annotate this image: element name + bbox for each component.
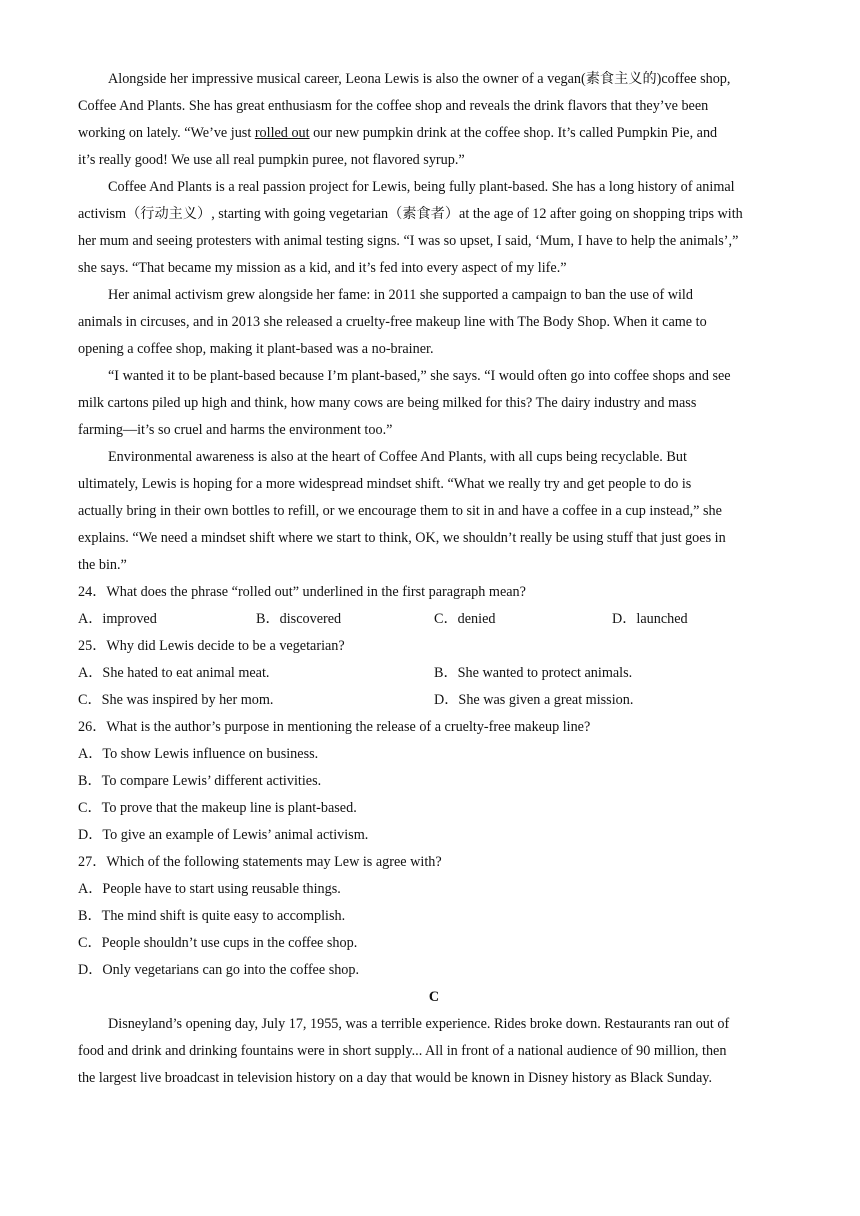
answer-options xyxy=(78,660,790,687)
option-b: B．She wanted to protect animals. xyxy=(434,665,633,681)
passage-c-paragraph-1 xyxy=(78,1011,790,1092)
text-line: “I wanted it to be plant-based because I’m plant-based,” she says. “I would often go into coffee shops and see xyxy=(108,368,731,384)
option-c: C．She was inspired by her mom. xyxy=(78,692,274,708)
text-line xyxy=(78,120,790,147)
question-stem: 25．Why did Lewis decide to be a vegetarian? xyxy=(78,638,345,654)
text-line: the largest live broadcast in television history on a day that would be known in Disney history as Black Sunday. xyxy=(78,1070,712,1086)
option-d: D．launched xyxy=(612,611,688,627)
text-line: the bin.” xyxy=(78,557,127,573)
text-line: ultimately, Lewis is hoping for a more widespread mindset shift. “What we really try and get people to do is xyxy=(78,476,692,492)
text-line: Environmental awareness is also at the heart of Coffee And Plants, with all cups being recyclable. But xyxy=(108,449,687,465)
option-a: A．People have to start using reusable things. xyxy=(78,881,341,897)
answer-options xyxy=(78,606,790,633)
passage-b-paragraph-3 xyxy=(78,282,790,363)
question-stem: 27．Which of the following statements may Lew is agree with? xyxy=(78,854,442,870)
option-b: B．To compare Lewis’ different activities. xyxy=(78,773,322,789)
text-line: farming—it’s so cruel and harms the environment too.” xyxy=(78,422,393,438)
text-line: food and drink and drinking fountains were in short supply... All in front of a national audience of 90 million, then xyxy=(78,1043,727,1059)
option-c: C．To prove that the makeup line is plant-based. xyxy=(78,800,357,816)
text-line: she says. “That became my mission as a kid, and it’s fed into every aspect of my life.” xyxy=(78,260,567,276)
text-line: Disneyland’s opening day, July 17, 1955, was a terrible experience. Rides broke down. Restaurants ran out of xyxy=(108,1016,730,1032)
option-d: D．To give an example of Lewis’ animal activism. xyxy=(78,827,369,843)
underlined-phrase: rolled out xyxy=(254,125,310,141)
option-b: B．The mind shift is quite easy to accomplish. xyxy=(78,908,346,924)
passage-b-paragraph-5 xyxy=(78,444,790,579)
text-line: animals in circuses, and in 2013 she released a cruelty-free makeup line with The Body Shop. When it came to xyxy=(78,314,707,330)
passage-b-paragraph-2 xyxy=(78,174,790,282)
text-line: activism（行动主义）, starting with going vegetarian（素食者）at the age of 12 after going on shopping trips with xyxy=(78,206,743,222)
answer-options xyxy=(78,687,790,714)
text-line: Coffee And Plants is a real passion project for Lewis, being fully plant-based. She has a long history of animal xyxy=(108,179,735,195)
passage-b-paragraph-4 xyxy=(78,363,790,444)
section-heading: C xyxy=(428,989,440,1005)
option-c: C．denied xyxy=(434,611,496,627)
text-line: actually bring in their own bottles to refill, or we encourage them to sit in and have a coffee in a cup instead,” she xyxy=(78,503,722,519)
text-line: it’s really good! We use all real pumpkin puree, not flavored syrup.” xyxy=(78,152,465,168)
option-d: D．She was given a great mission. xyxy=(434,692,634,708)
text-line: opening a coffee shop, making it plant-based was a no-brainer. xyxy=(78,341,434,357)
passage-b-paragraph-1 xyxy=(78,66,790,174)
question-stem: 24．What does the phrase “rolled out” underlined in the first paragraph mean? xyxy=(78,584,526,600)
text-segment: our new pumpkin drink at the coffee shop. It’s called Pumpkin Pie, and xyxy=(309,125,718,141)
option-a: A．improved xyxy=(78,611,157,627)
option-a: A．To show Lewis influence on business. xyxy=(78,746,319,762)
option-b: B．discovered xyxy=(256,611,342,627)
question-26 xyxy=(78,714,790,849)
option-a: A．She hated to eat animal meat. xyxy=(78,665,270,681)
text-segment: working on lately. “We’ve just xyxy=(78,125,255,141)
question-stem: 26．What is the author’s purpose in mentioning the release of a cruelty-free makeup line? xyxy=(78,719,591,735)
question-27 xyxy=(78,849,790,984)
text-line: explains. “We need a mindset shift where we start to think, OK, we shouldn’t really be using stuff that just goes in xyxy=(78,530,726,546)
text-line: Coffee And Plants. She has great enthusiasm for the coffee shop and reveals the drink flavors that they’ve been xyxy=(78,98,709,114)
option-d: D．Only vegetarians can go into the coffee shop. xyxy=(78,962,360,978)
question-25 xyxy=(78,633,790,714)
option-c: C．People shouldn’t use cups in the coffee shop. xyxy=(78,935,358,951)
text-line: milk cartons piled up high and think, how many cows are being milked for this? The dairy industry and mass xyxy=(78,395,697,411)
question-24 xyxy=(78,579,790,633)
text-line: Her animal activism grew alongside her fame: in 2011 she supported a campaign to ban the use of wild xyxy=(108,287,693,303)
text-line: her mum and seeing protesters with animal testing signs. “I was so upset, I said, ‘Mum, I have to help the animals’,” xyxy=(78,233,739,249)
document-page xyxy=(78,66,790,1092)
text-line: Alongside her impressive musical career, Leona Lewis is also the owner of a vegan(素食主义的)coffee shop, xyxy=(108,71,731,87)
